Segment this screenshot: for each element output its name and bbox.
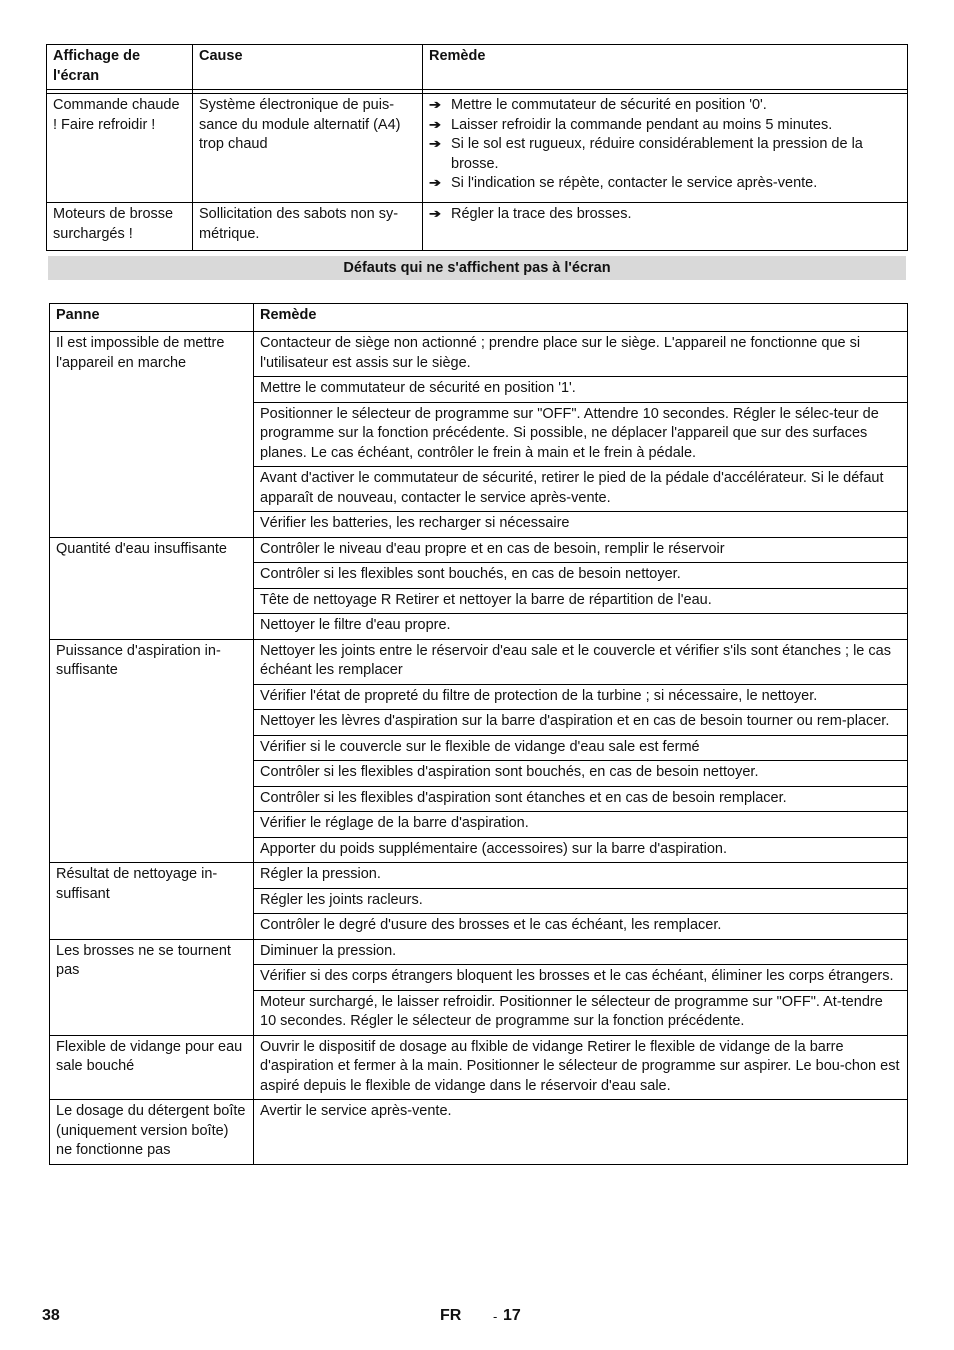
fault-cell [50,537,254,639]
remedy-cell [254,512,908,538]
remedy-cell [254,965,908,991]
remedy-text: Régler la pression. [260,866,381,882]
arrow-right-icon: ➔ [429,137,442,151]
remedy-cell [254,377,908,403]
remedy-cell [423,94,908,203]
remedy-text: Contrôler le degré d'usure des brosses et le cas échéant, les remplacer. [260,917,722,933]
remedy-cell [254,588,908,614]
remedy-text: Mettre le commutateur de sécurité en position '1'. [260,380,576,396]
display-cell: Commande chaude ! Faire refroidir ! [47,94,193,203]
table-row [47,203,908,251]
remedy-text: Nettoyer les lèvres d'aspiration sur la barre d'aspiration et en cas de besoin tourner ou rem-placer. [260,713,890,729]
remedy-item: ➔ Si l'indication se répète, contacter le service après-vente. [429,174,901,194]
header-display: Affichage de l'écran [47,45,193,90]
remedy-cell [254,684,908,710]
remedy-text: Positionner le sélecteur de programme sur "OFF". Attendre 10 secondes. Régler le sélec-teur de programme sur la fonction précédente. Si possible, ne déplacer l'appareil que sur des surfaces planes. Le cas échéant, contrôler le frein à main et le frein à pédale. [260,405,879,461]
fault-cell [50,639,254,863]
arrow-right-icon: ➔ [429,118,442,132]
table-row [50,332,908,377]
remedy-text: Avant d'activer le commutateur de sécurité, retirer le pied de la pédale d'accélérateur. Si le défaut apparaît de nouveau, contacter le service après-vente. [260,470,884,506]
remedy-text: Contrôler si les flexibles d'aspiration sont étanches et en cas de besoin remplacer. [260,789,787,806]
remedy-text: Contrôler le niveau d'eau propre et en cas de besoin, remplir le réservoir [260,540,725,557]
remedy-text: Vérifier si le couvercle sur le flexible de vidange d'eau sale est fermé [260,738,700,755]
cause-cell: Sollicitation des sabots non sy-métrique. [193,203,423,251]
header-fault: Panne [50,304,254,332]
remedy-cell [254,467,908,512]
fault-label: Les brosses ne se tournent pas [56,942,231,978]
remedy-cell [254,939,908,965]
remedy-text: Vérifier l'état de propreté du filtre de protection de la turbine ; si nécessaire, le nettoyer. [260,687,818,704]
table-row [47,94,908,203]
remedy-cell [254,1100,908,1165]
footer-separator: - [493,1309,498,1324]
remedy-cell [254,639,908,684]
remedy-item: ➔ Laisser refroidir la commande pendant au moins 5 minutes. [429,116,901,136]
remedy-cell [254,563,908,589]
remedy-text: Ouvrir le dispositif de dosage au flxible de vidange Retirer le flexible de vidange de la barre d'aspiration et fermer à la main. Positionner le sélecteur de programme sur aspirer. Le bou-chon est aspiré depuis le flexible de vidange dans le réservoir d'eau sale. [260,1038,900,1094]
fault-cell [50,1035,254,1100]
fault-label: Puissance d'aspiration in-suffisante [56,642,221,678]
cause-cell: Système électronique de puis-sance du module alternatif (A4) trop chaud [193,94,423,203]
remedy-text: Vérifier les batteries, les recharger si nécessaire [260,515,570,531]
table-row [50,1035,908,1100]
remedy-cell [254,402,908,467]
remedy-text: Vérifier le réglage de la barre d'aspiration. [260,815,529,831]
remedy-text: Vérifier si des corps étrangers bloquent les brosses et le cas échéant, éliminer les corps étrangers. [260,968,894,984]
section-title: Défauts qui ne s'affichent pas à l'écran [48,256,906,280]
remedy-cell [254,990,908,1035]
remedy-text: Nettoyer les joints entre le réservoir d'eau sale et le couvercle et vérifier s'ils sont étanches ; le cas échéant les remplacer [260,642,891,678]
remedy-cell [254,914,908,940]
display-cell: Moteurs de brosse surchargés ! [47,203,193,251]
remedy-text: Régler les joints racleurs. [260,891,423,908]
remedy-text: Nettoyer le filtre d'eau propre. [260,617,451,633]
remedy-text: Diminuer la pression. [260,942,397,959]
page-number: 38 [42,1307,60,1324]
remedy-cell [254,837,908,863]
remedy-text: Apporter du poids supplémentaire (accessoires) sur la barre d'aspiration. [260,840,728,857]
remedy-cell [254,332,908,377]
fault-cell [50,939,254,1035]
remedy-text: Contacteur de siège non actionné ; prendre place sur le siège. L'appareil ne fonctionne que si l'utilisateur est assis sur le siège. [260,335,861,371]
remedy-text: Contrôler si les flexibles d'aspiration sont bouchés, en cas de besoin nettoyer. [260,764,759,780]
remedy-cell [254,537,908,563]
fault-cell [50,1100,254,1165]
remedy-cell [254,761,908,787]
remedy-text: Tête de nettoyage R Retirer et nettoyer la barre de répartition de l'eau. [260,591,712,608]
remedy-item: ➔ Si le sol est rugueux, réduire considérablement la pression de la brosse. [429,135,901,174]
remedy-text: Moteur surchargé, le laisser refroidir. Positionner le sélecteur de programme sur "OFF". At-tendre 10 secondes. Régler le sélecteur de programme sur la fonction précédente. [260,993,883,1029]
table-row [50,863,908,889]
language-code: FR [440,1307,462,1324]
faults-table [49,303,908,1165]
fault-label: Il est impossible de mettre l'appareil en marche [56,335,225,371]
remedy-cell [254,786,908,812]
table-row [50,939,908,965]
header-remedy: Remède [423,45,908,90]
arrow-right-icon: ➔ [429,207,442,221]
remedy-text: Contrôler si les flexibles sont bouchés, en cas de besoin nettoyer. [260,566,681,582]
fault-label: Le dosage du détergent boîte (uniquement version boîte) ne fonctionne pas [56,1103,246,1158]
remedy-cell [254,812,908,838]
remedy-cell [423,203,908,251]
remedy-cell [254,1035,908,1100]
fault-label: Flexible de vidange pour eau sale bouché [56,1038,243,1074]
sub-page-number: 17 [503,1307,521,1324]
remedy-cell [254,735,908,761]
header-remedy: Remède [254,304,908,332]
arrow-right-icon: ➔ [429,98,442,112]
remedy-item: ➔ Mettre le commutateur de sécurité en position '0'. [429,96,901,116]
fault-cell [50,332,254,538]
remedy-cell [254,710,908,736]
table-row [50,639,908,684]
table-row [50,1100,908,1165]
remedy-text: Avertir le service après-vente. [260,1103,452,1119]
header-cause: Cause [193,45,423,90]
remedy-cell [254,863,908,889]
remedy-item: ➔ Régler la trace des brosses. [429,205,901,225]
fault-label: Résultat de nettoyage in-suffisant [56,866,218,902]
arrow-right-icon: ➔ [429,176,442,190]
table-row [50,537,908,563]
remedy-cell [254,888,908,914]
display-messages-table [46,44,908,251]
fault-label: Quantité d'eau insuffisante [56,540,227,557]
fault-cell [50,863,254,940]
remedy-cell [254,614,908,640]
